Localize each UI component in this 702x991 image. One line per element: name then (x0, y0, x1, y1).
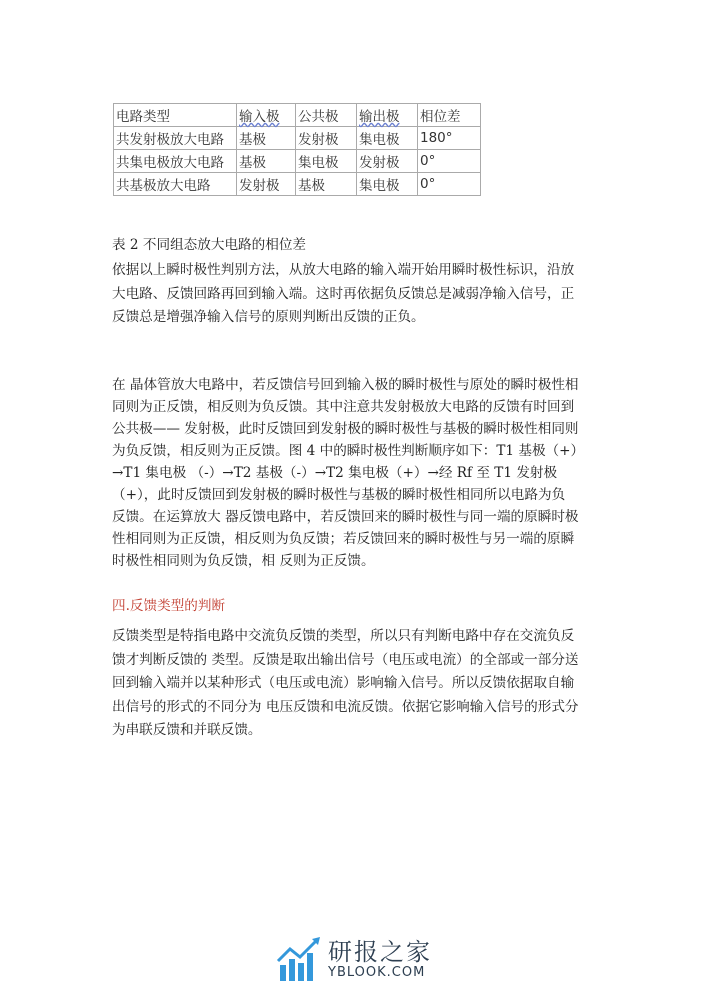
table-header-row (114, 104, 481, 127)
table-row (114, 150, 481, 173)
table-cell: 基极 (237, 127, 296, 150)
table-cell: 共发射极放大电路 (114, 127, 237, 150)
paragraph-2 (112, 374, 584, 572)
text-line: 时极性相同则为负反馈，相 反则为正反馈。 (112, 553, 375, 569)
cell-text: 公共极 (298, 109, 339, 125)
text-line: 反馈类型是特指电路中交流负反馈的类型，所以只有判断电路中存在交流负反 (112, 628, 575, 644)
text-line: 馈才判断反馈的 类型。反馈是取出输出信号（电压或电流）的全部或一部分送 (112, 651, 579, 668)
table-cell: 集电极 (357, 173, 418, 196)
section-heading: 四.反馈类型的判断 (112, 598, 226, 614)
text-line: 回到输入端并以某种形式（电压或电流）影响输入信号。所以反馈依据取自输 (112, 675, 575, 691)
text-line: 反馈总是增强净输入信号的原则判断出反馈的正负。 (112, 309, 425, 325)
phase-table (113, 103, 481, 196)
table-header (114, 104, 237, 127)
text-line: 反馈。在运算放大 器反馈电路中，若反馈回来的瞬时极性与同一端的原瞬时极 (112, 509, 579, 525)
table-cell: 0° (418, 173, 481, 196)
table-caption: 表 2 不同组态放大电路的相位差 (112, 237, 307, 253)
table-cell: 发射极 (357, 150, 418, 173)
table-cell: 共基极放大电路 (114, 173, 237, 196)
text-line: （+），此时反馈回到发射极的瞬时极性与基极的瞬时极性相同所以电路为负 (112, 487, 566, 503)
table-cell: 集电极 (296, 150, 357, 173)
table-header (296, 104, 357, 127)
logo (276, 937, 432, 981)
cell-text: 电路类型 (116, 109, 170, 125)
table-cell: 集电极 (357, 127, 418, 150)
table-row (114, 127, 481, 150)
text-line: →T1 集电极 （-）→T2 基极（-）→T2 集电极（+）→经 Rf 至 T1 发射极 (112, 465, 558, 481)
table-cell: 180° (418, 127, 481, 150)
text-line: 大电路、反馈回路再回到输入端。这时再依据负反馈总是减弱净输入信号，正 (112, 285, 575, 302)
table-header (357, 104, 418, 127)
table-header (418, 104, 481, 127)
chart-growth-icon (276, 937, 322, 981)
text-line: 同则为正反馈，相反则为负反馈。其中注意共发射极放大电路的反馈有时回到 (112, 399, 575, 415)
table-row (114, 173, 481, 196)
text-line: 公共极—— 发射极，此时反馈回到发射极的瞬时极性与基极的瞬时极性相同则 (112, 421, 579, 437)
table-cell: 基极 (237, 150, 296, 173)
table-cell: 发射极 (237, 173, 296, 196)
cell-text: 相位差 (420, 109, 461, 125)
cell-text: 输出极 (359, 109, 400, 125)
paragraph-1 (112, 259, 574, 330)
text-line: 为串联反馈和并联反馈。 (112, 722, 262, 738)
text-line: 为负反馈，相反则为正反馈。图 4 中的瞬时极性判断顺序如下：T1 基极（+） (112, 443, 585, 459)
logo-name: 研报之家 (328, 937, 432, 966)
text-line: 在 晶体管放大电路中，若反馈信号回到输入极的瞬时极性与原处的瞬时极性相 (112, 377, 579, 393)
text-line: 依据以上瞬时极性判别方法，从放大电路的输入端开始用瞬时极性标识，沿放 (112, 262, 575, 278)
table-cell: 0° (418, 150, 481, 173)
text-line: 性相同则为正反馈，相反则为负反馈；若反馈回来的瞬时极性与另一端的原瞬 (112, 531, 575, 547)
logo-domain: YBLOOK.COM (328, 964, 426, 980)
paragraph-3 (112, 625, 579, 743)
table-header (237, 104, 296, 127)
table-cell: 基极 (296, 173, 357, 196)
table-cell: 共集电极放大电路 (114, 150, 237, 173)
table-cell: 发射极 (296, 127, 357, 150)
text-line: 出信号的形式的不同分为 电压反馈和电流反馈。依据它影响输入信号的形式分 (112, 698, 579, 715)
cell-text: 输入极 (239, 109, 280, 125)
